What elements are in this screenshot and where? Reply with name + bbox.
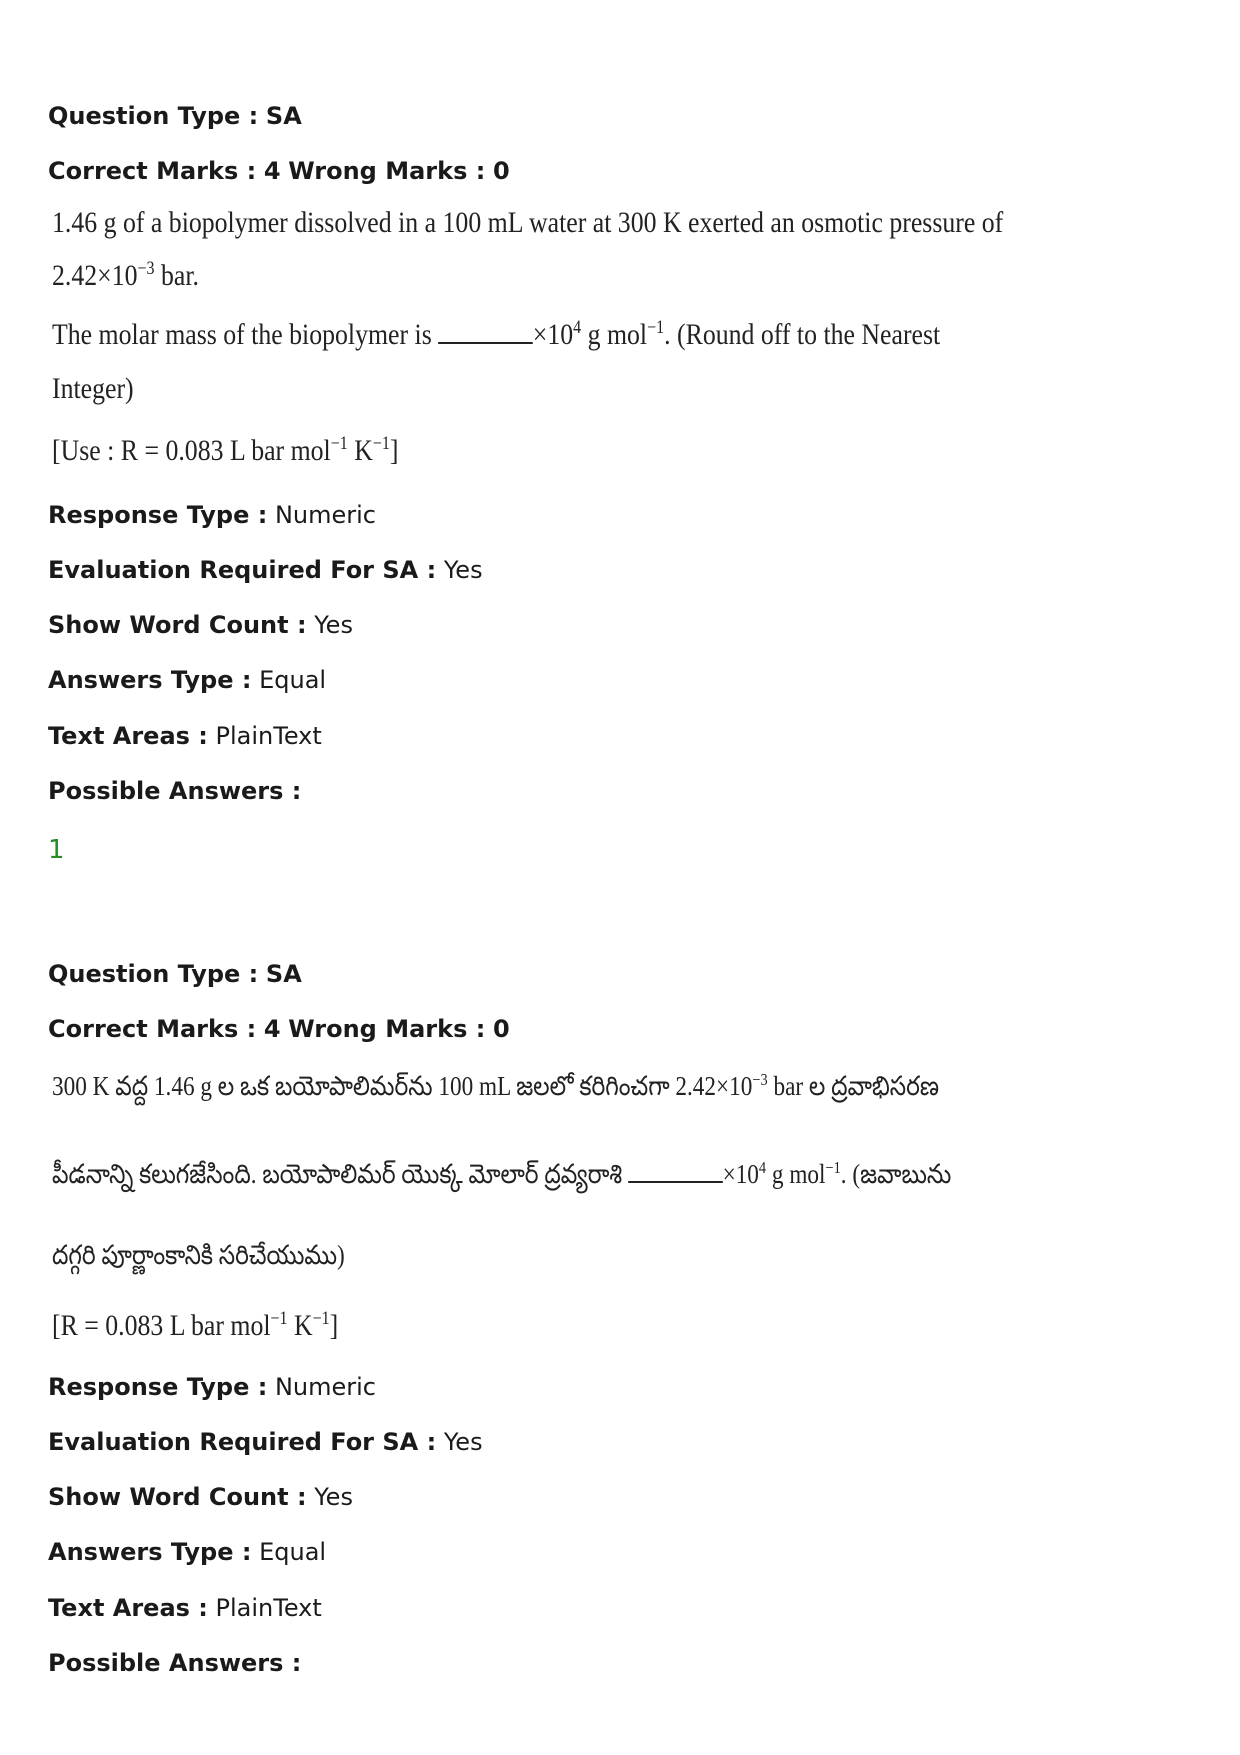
answers-type-label: Answers Type : [48,1538,252,1566]
show-word-count [48,1481,353,1513]
possible-answers [48,775,301,807]
wrong-marks-label: Wrong Marks : [288,157,486,185]
question-text-line-2: $2.42\times 10^{-3}$ bar. [52,258,199,292]
response-type-label: Response Type : [48,1373,268,1401]
evaluation-required [48,554,483,586]
question-type-label: Question Type : [48,102,259,130]
question-text-line-4: Integer) [52,372,134,405]
possible-answers [48,1647,301,1679]
wrong-marks-value: 0 [492,157,510,185]
word-count-label: Show Word Count : [48,611,307,639]
answers-type-value: Equal [259,1538,327,1566]
correct-marks-value: 4 [263,157,281,185]
response-type-value: Numeric [274,501,376,529]
question-text-line-5: [Use : R = 0.083 L bar mol$^{-1}$ $K^{-1}$] [52,433,399,467]
evaluation-required [48,1426,483,1458]
possible-answer-value: 1 [48,835,65,865]
question-type [48,958,302,990]
word-count-value: Yes [314,611,353,639]
question-text-line-2: పీడనాన్ని కలుగజేసింది. బయోపాలిమర్ యొక్క మోలార్ ద్రవ్యరాశి $\times 10^4$ g mol$^{-1}$. (జవాబును [52,1158,952,1189]
text-areas-value: PlainText [215,1594,322,1622]
answers-type [48,1536,326,1568]
wrong-marks-label: Wrong Marks : [288,1015,486,1043]
word-count-label: Show Word Count : [48,1483,307,1511]
evaluation-value: Yes [443,556,483,584]
word-count-value: Yes [314,1483,353,1511]
correct-marks-label: Correct Marks : [48,1015,257,1043]
question-type-value: SA [265,102,302,130]
question-text-line-3: The molar mass of the biopolymer is $\times 10^4$ g mol$^{-1}$. (Round off to the Nearest [52,317,941,351]
answers-type-value: Equal [259,666,327,694]
response-type [48,499,376,531]
question-text-line-3: దగ్గరి పూర్ణాంకానికి సరిచేయుము) [52,1240,345,1270]
show-word-count [48,609,353,641]
correct-marks-label: Correct Marks : [48,157,257,185]
evaluation-value: Yes [443,1428,483,1456]
correct-marks-value: 4 [263,1015,281,1043]
text-areas-value: PlainText [215,722,322,750]
answer-blank [438,318,533,344]
marks-line [48,155,510,187]
response-type-label: Response Type : [48,501,268,529]
question-type-value: SA [265,960,302,988]
question-text-line-1: 300 K వద్ద 1.46 g ల ఒక బయోపాలిమర్‌ను 100 mL జలలో కరిగించగా $2.42\times 10^{-3}$ bar ల ద్రవాభిసరణ [52,1070,940,1101]
question-type-label: Question Type : [48,960,259,988]
wrong-marks-value: 0 [492,1015,510,1043]
text-areas-label: Text Areas : [48,722,208,750]
text-areas [48,720,322,752]
text-areas [48,1592,322,1624]
answer-blank [628,1157,723,1183]
evaluation-label: Evaluation Required For SA : [48,556,437,584]
response-type [48,1371,376,1403]
marks-line [48,1013,510,1045]
question-text-line-1: 1.46 g of a biopolymer dissolved in a 100 mL water at 300 K exerted an osmotic pressure of [52,206,1004,239]
text-areas-label: Text Areas : [48,1594,208,1622]
answers-type [48,664,326,696]
response-type-value: Numeric [274,1373,376,1401]
evaluation-label: Evaluation Required For SA : [48,1428,437,1456]
answers-type-label: Answers Type : [48,666,252,694]
possible-answers-label: Possible Answers : [48,1649,302,1677]
question-type [48,100,302,132]
possible-answers-label: Possible Answers : [48,777,302,805]
question-text-line-4: [R = 0.083 L bar mol$^{-1}$ $K^{-1}$] [52,1308,339,1342]
